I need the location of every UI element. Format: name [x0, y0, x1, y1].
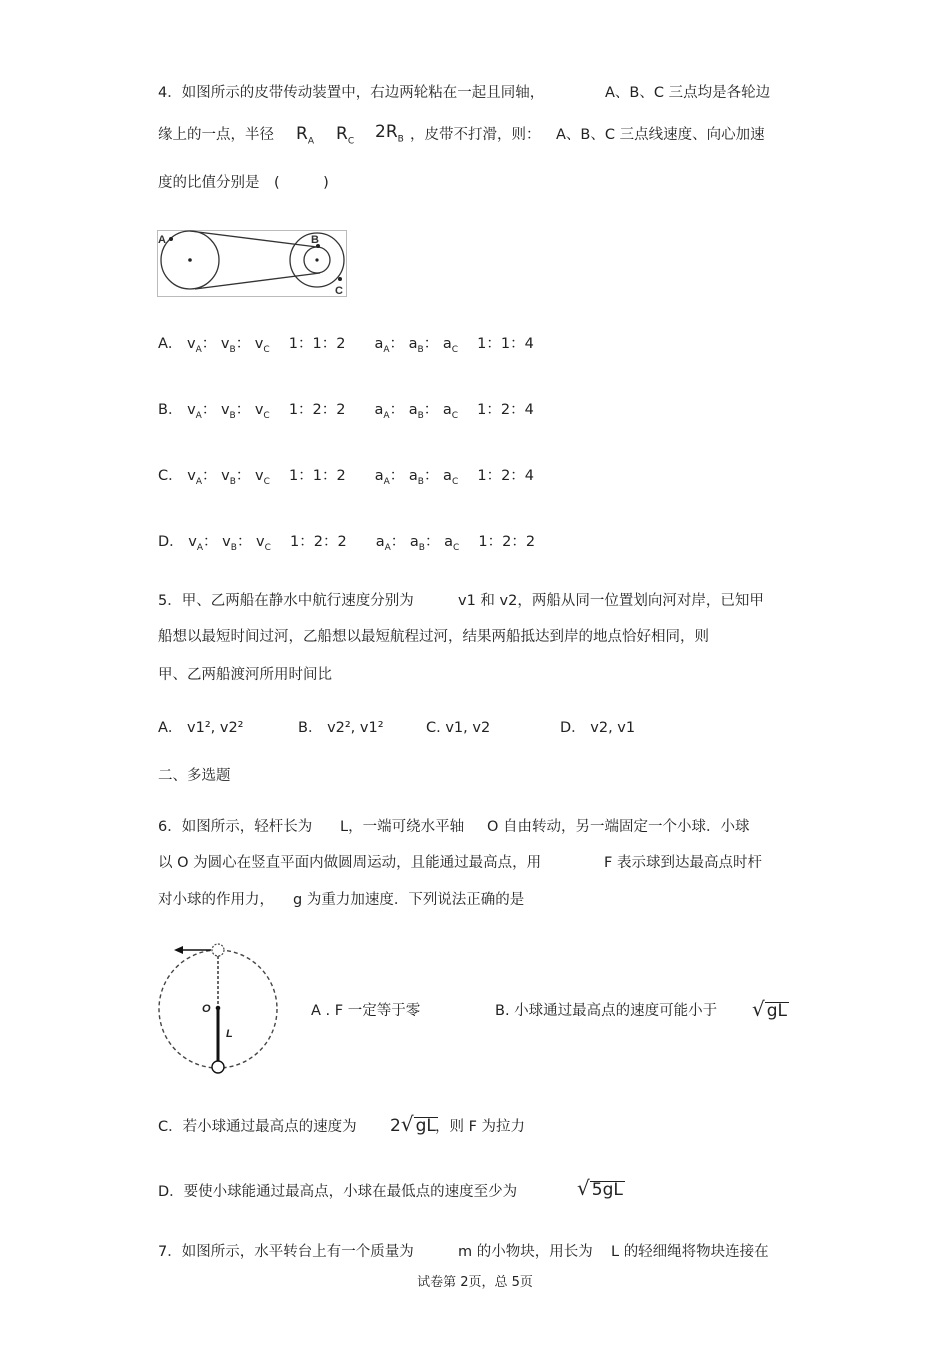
q6-line2a: 以 O 为圆心在竖直平面内做圆周运动，且能通过最高点，用: [158, 855, 542, 871]
q6-line1b: L，一端可绕水平轴: [340, 819, 465, 835]
q4-line2a: 缘上的一点，半径: [158, 127, 274, 143]
q5-option-a[interactable]: A． v1², v2²: [158, 720, 244, 736]
q6-option-b[interactable]: B. 小球通过最高点的速度可能小于: [495, 1003, 718, 1019]
label-o: O: [202, 1003, 211, 1015]
section-heading: 二、多选题: [158, 768, 231, 784]
circular-motion-figure: [150, 938, 290, 1078]
q5-option-c[interactable]: C. v1, v2: [426, 720, 491, 736]
q6-option-c[interactable]: C．若小球通过最高点的速度为: [158, 1119, 357, 1135]
q6-line1c: O 自由转动，另一端固定一个小球．小球: [487, 819, 750, 835]
q4-line1b: A、B、C 三点均是各轮边: [605, 85, 771, 101]
q7-line1b: m 的小物块，用长为: [458, 1244, 593, 1260]
q6-line3b: g 为重力加速度．下列说法正确的是: [293, 892, 525, 908]
q7-line1c: L 的轻细绳将物块连接在: [611, 1244, 769, 1260]
point-a: [169, 237, 173, 241]
q6-option-d[interactable]: D．要使小球能通过最高点，小球在最低点的速度至少为: [158, 1184, 518, 1200]
wheel-a-center: [188, 258, 192, 262]
belt-bottom: [195, 273, 320, 289]
q4-line1a: 4．如图所示的皮带传动装置中，右边两轮粘在一起且同轴，: [158, 85, 545, 101]
q6-line3a: 对小球的作用力，: [158, 892, 274, 908]
q6-line1a: 6．如图所示，轻杆长为: [158, 819, 313, 835]
ball-top: [212, 944, 224, 956]
label-a: A: [158, 234, 166, 246]
q6-option-c-expr: 2√ gL: [390, 1112, 436, 1136]
q7-line1a: 7．如图所示，水平转台上有一个质量为: [158, 1244, 414, 1260]
q4-option-c[interactable]: C． $v_A$： $v_B$： $v_C$ 1：1：2 $a_A$： $a_B$： $a_C$ 1：2：4: [158, 468, 535, 487]
belt-drive-figure: [157, 230, 349, 300]
q6-line2b: F 表示球到达最高点时杆: [604, 855, 762, 871]
q4-option-d[interactable]: D． $v_A$： $v_B$： $v_C$ 1：2：2 $a_A$： $a_B$： $a_C$ 1：2：2: [158, 534, 536, 553]
radius-ra: $R_A$: [296, 124, 314, 147]
q5-line1b: v1 和 v2，两船从同一位置划向河对岸，已知甲: [458, 593, 764, 609]
radius-rc: $R_C$: [336, 124, 355, 147]
q4-option-a[interactable]: A． $v_A$： $v_B$： $v_C$ 1：1：2 $a_A$： $a_B$： $a_C$ 1：1：4: [158, 336, 534, 355]
q4-option-b[interactable]: B． $v_A$： $v_B$： $v_C$ 1：2：2 $a_A$： $a_B$： $a_C$ 1：2：4: [158, 402, 534, 421]
q5-line2: 船想以最短时间过河，乙船想以最短航程过河，结果两船抵达到岸的地点恰好相同，则: [158, 629, 709, 645]
label-b: B: [311, 234, 319, 246]
q5-option-b[interactable]: B． v2², v1²: [298, 720, 384, 736]
q5-option-d[interactable]: D． v2, v1: [560, 720, 636, 736]
wheel-b-center: [315, 258, 318, 261]
q4-line2b: ，皮带不打滑，则：: [410, 127, 541, 143]
q6-option-b-sqrt: √ gL: [752, 997, 788, 1021]
q4-line3: 度的比值分别是 ( ): [158, 175, 329, 191]
ball-bottom: [212, 1061, 224, 1073]
label-l: L: [226, 1028, 233, 1040]
radius-2rb: $2R_B$: [375, 122, 404, 145]
label-c: C: [335, 285, 343, 297]
q6-option-c-tail: ，则 F 为拉力: [435, 1119, 526, 1135]
q5-line3: 甲、乙两船渡河所用时间比: [158, 667, 332, 683]
q5-line1a: 5．甲、乙两船在静水中航行速度分别为: [158, 593, 414, 609]
pivot-o: [216, 1006, 221, 1011]
q4-line2c: A、B、C 三点线速度、向心加速: [556, 127, 765, 143]
page-footer: 试卷第 2页，总 5页: [417, 1275, 533, 1290]
q6-option-d-sqrt: √ 5gL: [577, 1176, 623, 1200]
point-c: [338, 277, 342, 281]
velocity-arrow-head: [174, 946, 183, 954]
q6-option-a[interactable]: A . F 一定等于零: [311, 1003, 421, 1019]
